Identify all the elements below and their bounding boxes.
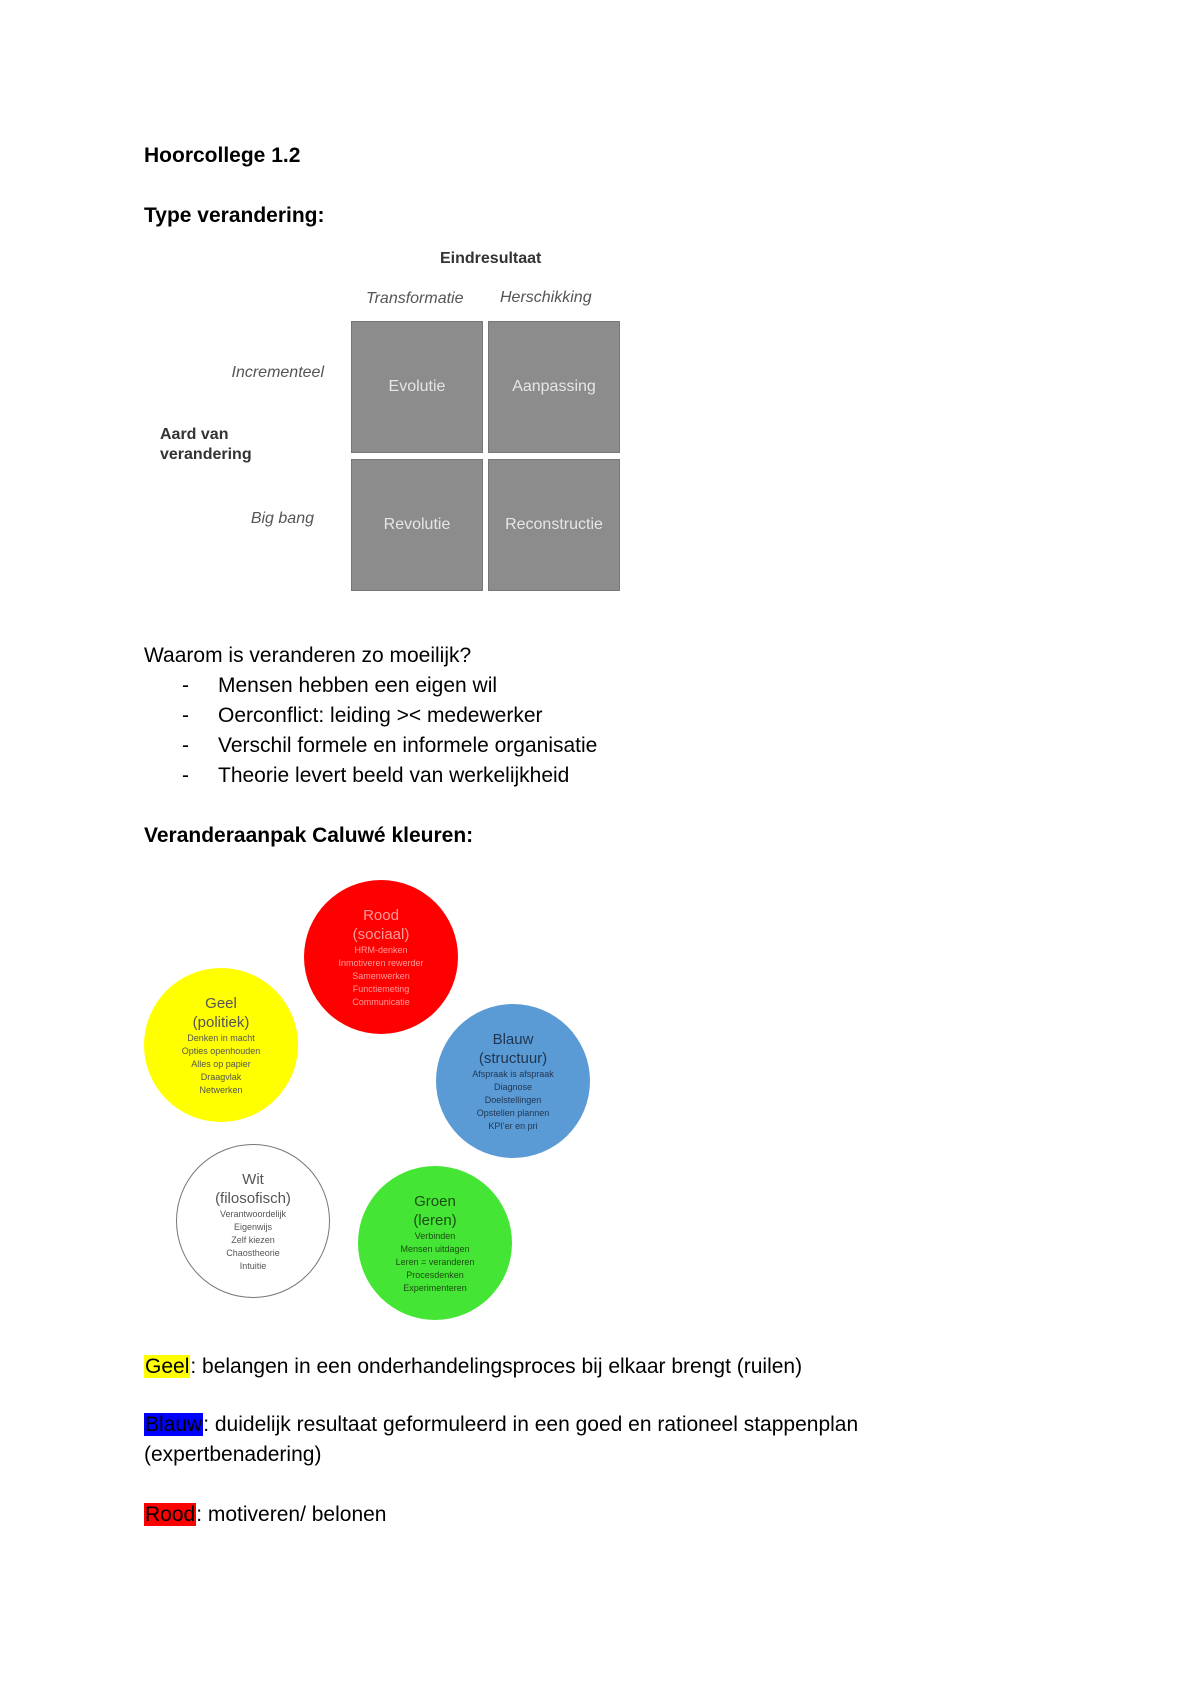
circle-rood-item: Samenwerken [352, 970, 410, 981]
matrix-row-label-2: Big bang [250, 510, 314, 527]
geel-text: : belangen in een onderhandelingsproces bij elkaar brengt (ruilen) [190, 1355, 803, 1378]
circle-rood-item: HRM-denken [354, 944, 408, 955]
circle-groen [358, 1166, 512, 1320]
circle-blauw-item: Diagnose [493, 1081, 533, 1092]
circle-groen-sub: (leren) [413, 1211, 457, 1229]
circle-groen-title: Groen [414, 1192, 456, 1210]
circle-wit-item: Verantwoordelijk [219, 1208, 287, 1219]
circle-blauw-item: Doelstellingen [484, 1094, 542, 1105]
circle-geel-item: Draagvlak [200, 1071, 242, 1082]
type-heading: Type verandering: [144, 204, 325, 227]
circle-wit [176, 1144, 330, 1298]
circle-geel-item: Denken in macht [187, 1032, 255, 1043]
blauw-highlight: Blauw [145, 1413, 203, 1436]
circle-blauw-item: Afspraak is afspraak [472, 1068, 554, 1079]
circle-wit-item: Chaostheorie [226, 1247, 280, 1258]
list-item: Verschil formele en informele organisatie [218, 734, 598, 757]
circle-groen-item: Mensen uitdagen [400, 1243, 470, 1254]
circle-rood-item: Functiemeting [352, 983, 410, 994]
list-item: Theorie levert beeld van werkelijkheid [218, 764, 570, 787]
matrix-row-label-1: Incrementeel [231, 364, 324, 381]
list-bullet: - [182, 704, 189, 727]
list-bullet: - [182, 734, 189, 757]
circle-rood-sub: (sociaal) [352, 925, 410, 943]
blauw-line [144, 1410, 858, 1439]
circle-groen-item: Verbinden [414, 1230, 456, 1241]
matrix-col-label-1: Transformatie [366, 290, 464, 307]
matrix-cell-aanpassing: Aanpassing [488, 321, 620, 453]
circle-blauw-item: KPI'er en pri [488, 1120, 538, 1131]
geel-line [144, 1352, 802, 1381]
circle-geel-item: Opties openhouden [181, 1045, 261, 1056]
why-question: Waarom is veranderen zo moeilijk? [144, 644, 472, 667]
list-bullet: - [182, 764, 189, 787]
circle-groen-item: Procesdenken [406, 1269, 464, 1280]
circle-wit-item: Zelf kiezen [231, 1234, 275, 1245]
circle-rood-title: Rood [363, 906, 399, 924]
list-item: Oerconflict: leiding >< medewerker [218, 704, 543, 727]
list-item: Mensen hebben een eigen wil [218, 674, 498, 697]
geel-highlight: Geel [145, 1355, 190, 1378]
blauw-line-2: (expertbenadering) [144, 1443, 322, 1466]
circle-wit-item: Eigenwijs [233, 1221, 273, 1232]
circle-blauw-item: Opstellen plannen [476, 1107, 550, 1118]
matrix-axis-label-line2: verandering [160, 446, 252, 463]
rood-line [144, 1500, 387, 1529]
circle-rood-item: Inmotiveren rewerder [338, 957, 424, 968]
matrix-col-label-2: Herschikking [500, 289, 592, 306]
circle-geel-sub: (politiek) [192, 1013, 250, 1031]
matrix-top-label: Eindresultaat [440, 250, 542, 267]
circle-groen-item: Experimenteren [403, 1282, 467, 1293]
blauw-text: : duidelijk resultaat geformuleerd in een goed en rationeel stappenplan [203, 1413, 859, 1436]
circle-geel-item: Alles op papier [191, 1058, 251, 1069]
circle-geel-item: Netwerken [199, 1084, 243, 1095]
matrix-axis-label-line1: Aard van [160, 426, 229, 443]
circle-blauw-sub: (structuur) [478, 1049, 548, 1067]
caluwe-heading: Veranderaanpak Caluwé kleuren: [144, 824, 474, 847]
circle-wit-title: Wit [242, 1170, 264, 1188]
matrix-axis-label [160, 425, 252, 465]
matrix-cell-evolutie: Evolutie [351, 321, 483, 453]
circle-rood-item: Communicatie [352, 996, 410, 1007]
circle-blauw-title: Blauw [492, 1030, 534, 1048]
matrix-cell-revolutie: Revolutie [351, 459, 483, 591]
list-bullet: - [182, 674, 189, 697]
page-title: Hoorcollege 1.2 [144, 144, 301, 167]
circle-blauw [436, 1004, 590, 1158]
circle-wit-item: Intuitie [239, 1260, 267, 1271]
rood-text: : motiveren/ belonen [196, 1503, 387, 1526]
matrix-cell-reconstructie: Reconstructie [488, 459, 620, 591]
circle-rood [304, 880, 458, 1034]
rood-highlight: Rood [145, 1503, 196, 1526]
circle-wit-sub: (filosofisch) [215, 1189, 291, 1207]
circle-geel-title: Geel [205, 994, 237, 1012]
circle-geel [144, 968, 298, 1122]
circle-groen-item: Leren = veranderen [395, 1256, 475, 1267]
